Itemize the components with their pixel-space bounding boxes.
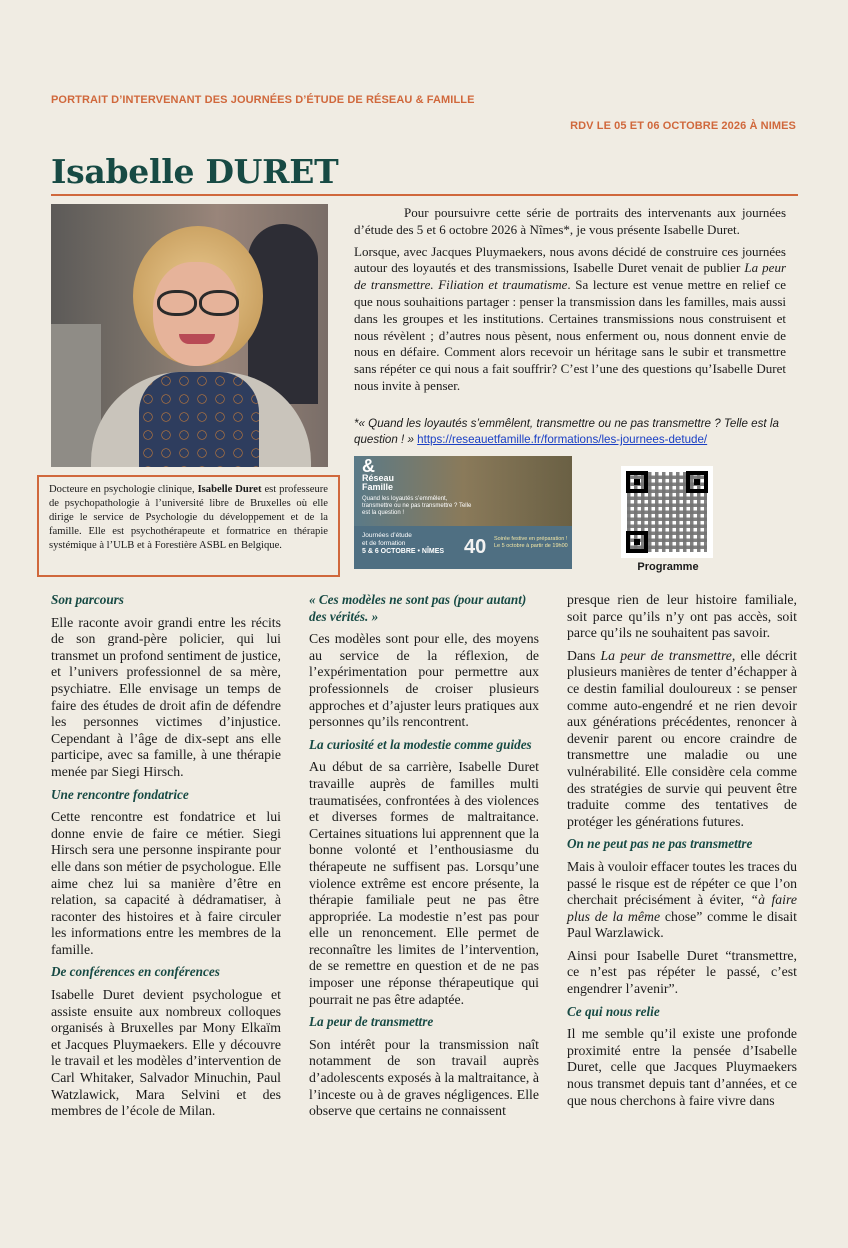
page-title: Isabelle DURET bbox=[51, 152, 339, 191]
banner-party-info: Soirée festive en préparation ! Le 5 octobre à partir de 19h00 bbox=[494, 536, 568, 549]
paragraph: Ces modèles sont pour elle, des moyens au service de la réflexion, de l’expérimentation pour permettre aux professionnels de croiser plusieurs approches et d’ajuster leurs pratiques aux personnes qu’ils rencontrent. bbox=[309, 631, 539, 730]
anniversary-badge: 40 bbox=[464, 536, 487, 558]
qr-code-label: Programme bbox=[637, 561, 699, 573]
bio-text-1: Docteure en psychologie clinique, bbox=[49, 484, 198, 495]
bio-box bbox=[37, 475, 340, 577]
title-divider bbox=[51, 194, 798, 196]
quote: “à faire plus de la même bbox=[567, 892, 797, 924]
article-column-2 bbox=[309, 592, 539, 1126]
header-date: RDV LE 05 ET 06 OCTOBRE 2026 À NIMES bbox=[570, 120, 796, 132]
section-heading: On ne peut pas ne pas transmettre bbox=[567, 836, 753, 852]
paragraph: Dans La peur de transmettre, elle décrit plusieurs manières de tenter d’échapper à ce destin familial douloureux : se penser comme auto-engendré et ne rien devoir aux générations précédentes, renoncer à devenir parent ou encore craindre de transmettre une maladie ou une vulnérabilité. Elle considère cela comme des stratégies de survie qui peuvent être traduite comme des tentatives de protéger les générations futures. bbox=[567, 647, 797, 829]
article-column-3 bbox=[567, 592, 797, 1115]
paragraph: Cette rencontre est fondatrice et lui donne envie de faire ce métier. Siegi Hirsch sera une personne inspirante pour elle dans son métier de psychologue. Elle aime chez lui sa manière d’être en relation, sa capacité à dédramatiser, à raconter des histoires et à faire circuler les informations entre les membres de la famille. bbox=[51, 809, 281, 957]
intro-paragraph-2: Lorsque, avec Jacques Pluymaekers, nous avons décidé de construire ces journées autour des loyautés et des transmissions, Isabelle Duret venait de publier La peur de transmettre. Filiation et traumatisme. Sa lecture est venue mettre en relief ce que nous souhaitions partager : penser la transmission dans les familles, mais aussi dans les groupes et les institutions. Certaines transmissions nous construisent et nous révèlent ; d’autres nous pèsent, nous enferment ou, nous donnent envie de nous en défaire. Comment alors recevoir un héritage sans le subir et transmettre sans répéter ce qui nous a fait souffrir? C’est l’une des questions qu’Isabelle Duret nous invite à penser. bbox=[354, 243, 786, 393]
bio-name: Isabelle Duret bbox=[197, 484, 262, 495]
paragraph: Ainsi pour Isabelle Duret “transmettre, ce n’est pas répéter le passé, c’est engendrer l’avenir”. bbox=[567, 947, 797, 997]
qr-code-icon[interactable] bbox=[621, 466, 713, 558]
paragraph: Elle raconte avoir grandi entre les récits de son grand-père policier, qui lui transmet un profond sentiment de justice, et l’univers professionnel de sa mère, psychiatre. Elle envisage un temps de faire des études de droit afin de défendre les personnes victimes d’injustice. Cependant à l’âge de dix-sept ans elle participe, avec sa famille, à une thérapie menée par Siegi Hirsch. bbox=[51, 614, 281, 779]
footnote bbox=[354, 416, 794, 448]
intro-paragraph-1: Pour poursuivre cette série de portraits des intervenants aux journées d’étude des 5 et 6 octobre 2026 à Nîmes*, je vous présente Isabelle Duret. bbox=[354, 205, 786, 237]
intro-text bbox=[354, 205, 786, 400]
footnote-text: *« Quand les loyautés s’emmêlent, transmettre ou ne pas transmettre ? Telle est la question ! » bbox=[354, 417, 779, 446]
book-title: La peur de transmettre bbox=[600, 647, 732, 663]
section-heading: Une rencontre fondatrice bbox=[51, 786, 189, 802]
section-heading: Son parcours bbox=[51, 592, 124, 607]
section-heading: De conférences en conférences bbox=[51, 964, 220, 980]
section-heading: La peur de transmettre bbox=[309, 1014, 434, 1030]
banner-tagline: Quand les loyautés s’emmêlent, transmettre ou ne pas transmettre ? Telle est la question ! bbox=[362, 496, 472, 516]
header-series-title: PORTRAIT D’INTERVENANT DES JOURNÉES D’ÉTUDE DE RÉSEAU & FAMILLE bbox=[51, 94, 475, 106]
paragraph: Son intérêt pour la transmission naît notamment de son travail auprès d’adolescents exposés à la maltraitance, à l’inceste ou à de graves négligences. Elle observe que certains ne connaissent bbox=[309, 1036, 539, 1119]
section-heading: Ce qui nous relie bbox=[567, 1003, 660, 1019]
section-heading: « Ces modèles ne sont pas (pour autant) des vérités. » bbox=[309, 592, 527, 624]
article-column-1 bbox=[51, 592, 281, 1126]
banner-event-info: Journées d’étude et de formation 5 & 6 OCTOBRE • NÎMES bbox=[362, 532, 445, 555]
event-banner[interactable] bbox=[354, 456, 572, 569]
paragraph: Isabelle Duret devient psychologue et assiste ensuite aux nombreux colloques organisés à Bruxelles par Mony Elkaïm et Jacques Pluymaekers. Elle y découvre le travail et les modèles d’intervention de Carl Whitaker, Salvador Minuchin, Paul Watzlawick, Mara Selvini et des membres de l’école de Milan. bbox=[51, 987, 281, 1119]
paragraph: Au début de sa carrière, Isabelle Duret travaille auprès de familles multi traumatisées, confrontées à des violences et diverses formes de maltraitance. Certaines situations lui apprennent que la bonne volonté et l’enthousiasme du thérapeute ne suffisent pas. Lorsqu’une violence extrême est encore présente, la thérapie familiale peut ne pas être appropriée. La modestie n’est pas pour elle un renoncement. Elle permet de reconnaître les limites de l’intervention, de se remettre en question et de ne pas imposer une réponse thérapeutique qui pourrait ne pas être adaptée. bbox=[309, 759, 539, 1007]
paragraph: Mais à vouloir effacer toutes les traces du passé le risque est de répéter ce que l’on cherchait précisément à éviter, “à faire plus de la même chose” comme le disait Paul Warzlawick. bbox=[567, 858, 797, 941]
reseau-famille-logo: & Réseau Famille bbox=[362, 456, 395, 492]
paragraph: presque rien de leur histoire familiale, soit parce qu’ils n’y ont pas accès, soit parce qu’ils ne souhaitent pas savoir. bbox=[567, 592, 797, 641]
bio-text-2: est professeure de psychopathologie à l’université libre de Bruxelles où elle dirige le service de Psychologie du développement et de la famille. Elle est psychothérapeute et formatrice en thérapie systémique à l’ULB et à Forestière ASBL en Belgique. bbox=[49, 484, 328, 552]
portrait-photo bbox=[51, 204, 328, 467]
book-title: La peur de transmettre. Filiation et traumatisme bbox=[354, 260, 786, 293]
section-heading: La curiosité et la modestie comme guides bbox=[309, 736, 532, 752]
paragraph: Il me semble qu’il existe une profonde proximité entre la pensée d’Isabelle Duret, celle que Jacques Pluymaekers nous transmet depuis tant d’années, et ce que nous cherchons à faire vivre dans bbox=[567, 1026, 797, 1108]
event-link[interactable]: https://reseauetfamille.fr/formations/les-journees-detude/ bbox=[417, 433, 708, 446]
